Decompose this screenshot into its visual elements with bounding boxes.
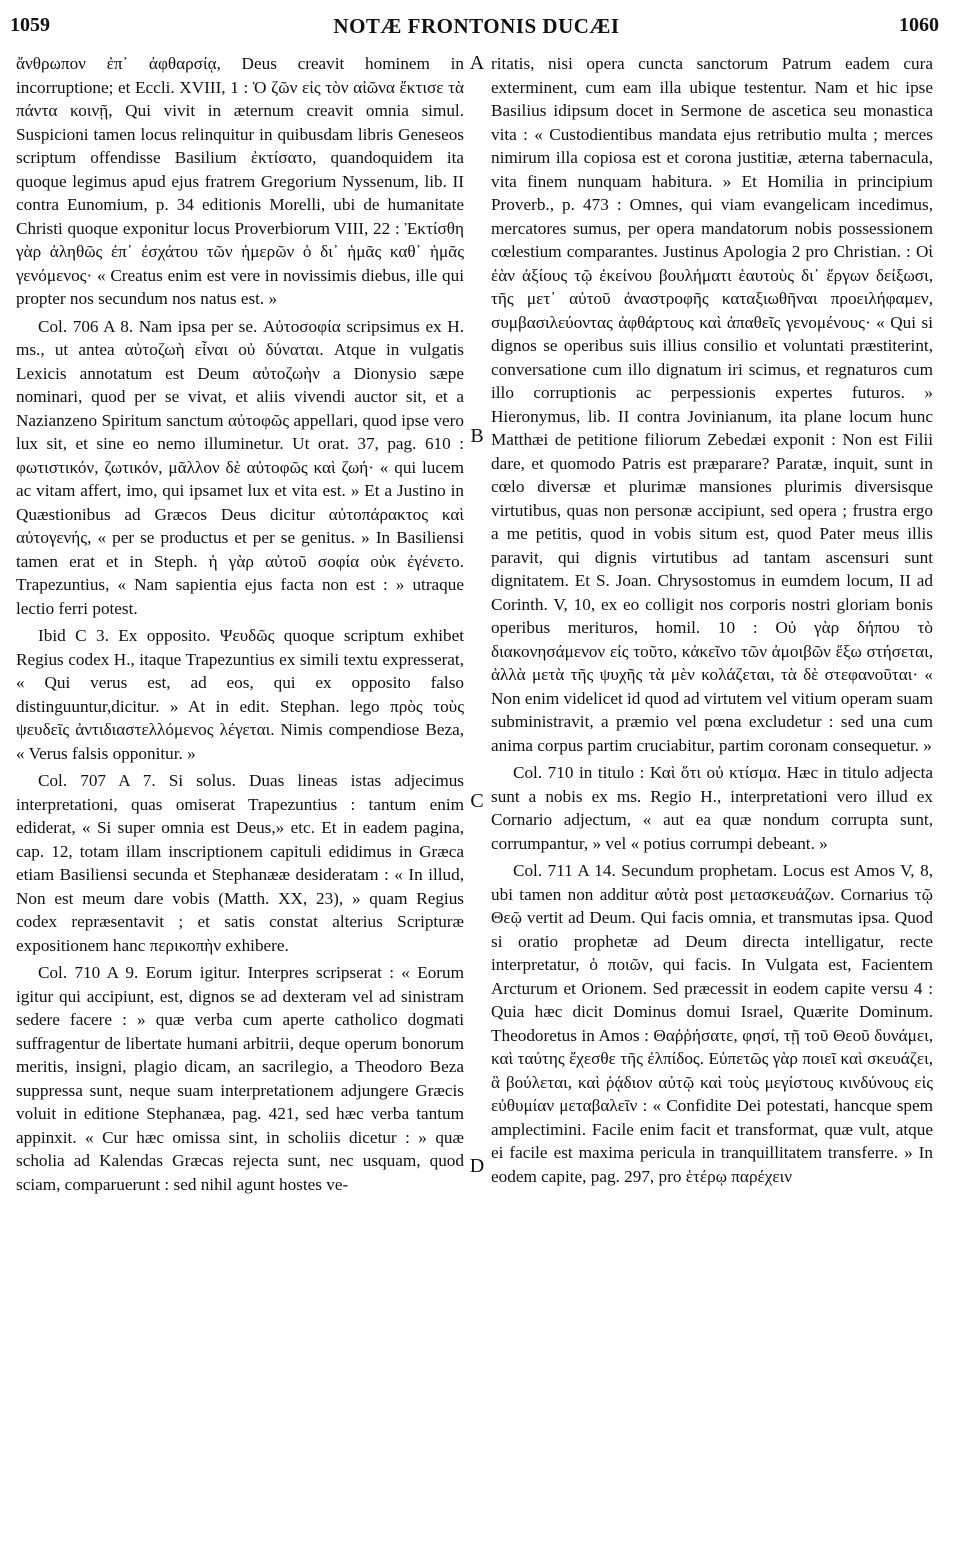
running-title: NOTÆ FRONTONIS DUCÆI xyxy=(333,14,620,38)
section-marker-b: B xyxy=(470,425,484,447)
right-column xyxy=(491,52,933,1192)
paragraph: Col. 711 A 14. Secundum prophetam. Locus est Amos V, 8, ubi tamen non additur αὐτὰ post μετασκευάζων. Cornarius τῷ Θεῷ vertit ad Deum. Qui facis omnia, et transmutas ipsa. Quod si oratio prophetæ ad Deum directa intelligatur, recte interpretatur, ὁ ποιῶν, qui facis. In Vulgata est, Facientem Arcturum et Orionem. Sed præcessit in eodem capite versu 4 : Quia hæc dicit Dominus domui Israel, Quærite Dominum. Theodoretus in Amos : Θαῤῥήσατε, φησί, τῇ τοῦ Θεοῦ δυνάμει, καὶ ταύτης ἔχεσθε τῆς ἐλπίδος. Εὐπετῶς γὰρ ποιεῖ καὶ σκευάζει, ἃ βούλεται, καὶ ῥᾴδιον αὐτῷ καὶ τοὺς μεγίστους κινδύνους εἰς εὐθυμίαν μεταβαλεῖν : « Confidite Dei potestati, hancque spem amplectimini. Facile enim facit et transformat, quæ vult, atque ei facile est maxima pericula in tranquillitatem transferre. » In eodem capite, pag. 297, pro ἑτέρῳ παρέχειν xyxy=(491,861,933,1186)
page-number-right: 1060 xyxy=(899,14,939,36)
paragraph: Col. 707 A 7. Si solus. Duas lineas istas adjecimus interpretationi, quas omiserat Trapezuntius : tantum enim ediderat, « Si super omnia est Deus,» etc. Et in eadem pagina, cap. 12, totam illam inscriptionem capituli edidimus in Græca etiam Basiliensi secunda et Stephanææ desideratam : « In illud, Non est meum dare vobis (Matth. XX, 23), » quam Regius codex repræsentavit ; et satis constat alterius Scripturæ expositionem hanc περικοπὴν exhibere. xyxy=(16,771,464,955)
paragraph: Col. 710 A 9. Eorum igitur. Interpres scripserat : « Eorum igitur qui accipiunt, est, dignos se ad dexteram vel ad sinistram sedere facere : » quæ verba cum aperte catholico dogmati suffragentur de libertate humani arbitrii, deque operum bonorum meritis, insigni, plagio dicam, an sacrilegio, a Theodoro Beza suppressa sunt, neque suam interpretationem adjungere Græcis voluit in editione Stephanæa, pag. 421, sed hæc verba tantum appinxit. « Cur hæc omissa sint, in scholiis dicetur : » quæ scholia ad Kalendas Græcas rejecta sunt, nec usquam, quod sciam, comparuerunt : sed nihil agunt hostes ve- xyxy=(16,963,464,1194)
paragraph: Ibid C 3. Ex opposito. Ψευδῶς quoque scriptum exhibet Regius codex H., itaque Trapezuntius ex simili textu expresserat, « Qui verus est, ad eos, qui ex opposito falso distinguuntur,dicitur. » At in edit. Stephan. lego πρὸς τοὺς ψευδεῖς ἀντιδιαστελλόμενος λέγεται. Nimis compendiose Beza, « Verus falsis opponitur. » xyxy=(16,626,464,763)
paragraph: ritatis, nisi opera cuncta sanctorum Patrum eadem cura exterminent, cum eam illa ubique testentur. Nam et hic ipse Basilius idipsum docet in Sermone de ascetica seu monastica vita : « Custodientibus mandata ejus retributio multa ; merces nimirum illa copiosa est et corona justitiæ, æterna tabernacula, vita finem nunquam habitura. » Et Homilia in principium Proverb., p. 473 : Omnes, qui viam evangelicam incedimus, mercatores sumus, per opera mandatorum nobis possessionem cœlestium comparantes. Justinus Apologia 2 pro Christian. : Οἱ ἐὰν ἀξίους τῷ ἐκείνου βουλήματι ἑαυτοὺς δι᾽ ἔργων δείξωσι, τῆς μετ᾽ αὐτοῦ ἀναστροφῆς καταξιωθῆναι προειλήφαμεν, συμβασιλεύοντας ἀφθάρτους καὶ ἀπαθεῖς γενομένους· « Qui si dignos se operibus suis illius consilio et voluntati præstiterint, conversatione cum illo dignatum iri scimus, et regnaturos cum illo corruptionis ac perpessionis expertes futuros. » Hieronymus, lib. II contra Jovinianum, ita plane locum hunc Matthæi de petitione filiorum Zebedæi exponit : Non est Filii dare, et quomodo Patris est præparare? Paratæ, inquit, sunt in cœlo diversæ et plurimæ mansiones plurimis diversisque virtutibus, quas non personæ accipiunt, sed opera ; frustra ergo a me petitis, quod in vobis situm est, quod Pater meus illis paravit, qui dignis virtutibus ad tantam ascensuri sunt dignitatem. Et S. Joan. Chrysostomus in eumdem locum, II ad Corinth. V, 10, ex eo colligit nos corporis nostri gloriam bonis operibus merituros, homil. 10 : Οὐ γὰρ δήπου τὸ διακονησάμενον εἰς τοῦτο, κἀκεῖνο τῶν ἀμοιβῶν ἔξω στήσεται, ἀλλὰ μετὰ τῆς ψυχῆς τὰ μὲν κολάζεται, τὰ δὲ στεφανοῦται· « Non enim videlicet id quod ad virtutem vel vitium operam suam subministravit, a præmio vel pœna excludetur : sed una cum anima corpus partim cruciabitur, partim coronam consequetur. » xyxy=(491,54,934,755)
paragraph: Col. 710 in titulo : Καὶ ὅτι οὐ κτίσμα. Hæc in titulo adjecta sunt a nobis ex ms. Regio H., interpretationi vero illud ex Cornario adjectum, « aut ea quæ nondum corrupta sunt, corrumpantur, » vel « potius corrumpi debeant. » xyxy=(491,763,933,853)
section-marker-c: C xyxy=(470,790,484,812)
left-column xyxy=(16,52,464,1200)
page-number-left: 1059 xyxy=(10,14,50,36)
section-marker-d: D xyxy=(469,1155,485,1177)
paragraph: Col. 706 A 8. Nam ipsa per se. Αὐτοσοφία scripsimus ex H. ms., ut antea αὐτοζωὴ εἶναι οὐ δύναται. Atque in vulgatis Lexicis annotatum est Deum αὐτοζωὴν a Dionysio sæpe nominari, quod per se vivat, et aliis vivendi auctor sit, et a Nazianzeno Spiritum sanctum αὐτοφῶς appellari, quod ipse vero lux sit, et sine eo nemo illuminetur. Ut orat. 37, pag. 610 : φωτιστικόν, ζωτικόν, μᾶλλον δὲ αὐτοφῶς καὶ ζωή· « qui lucem ac vitam affert, imo, qui ipsamet lux et vita est. » Et a Justino in Quæstionibus ad Græcos Deus dicitur αὐτοπάρακτος καὶ αὐτογενής, « per se productus et per se genitus. » In Basiliensi tamen erat et in Steph. ἡ γὰρ αὐτοῦ σοφία οὐκ ἐγένετο. Trapezuntius, « Nam sapientia ejus facta non est : » utraque lectio ferri potest. xyxy=(16,316,464,618)
page-header xyxy=(10,14,943,42)
paragraph: ἄνθρωπον ἐπ᾽ ἀφθαρσίᾳ, Deus creavit hominem in incorruptione; et Eccli. XVIII, 1 : Ὁ ζῶν εἰς τὸν αἰῶνα ἔκτισε τὰ πάντα κοινῇ, Qui vivit in æternum creavit omnia simul. Suspicioni tamen locus relinquitur in quibusdam libris Geneseos scriptum offendisse Basilium ἐκτίσατο, quandoquidem ita quoque legimus apud ejus fratrem Gregorium Nyssenum, lib. II contra Eunomium, p. 34 editionis Morelli, ubi de humanitate Christi quoque exponitur locus Proverbiorum VIII, 22 : Ἐκτίσθη γὰρ ἀληθῶς ἐπ᾽ ἐσχάτου τῶν ἡμερῶν ὁ δι᾽ ἡμᾶς καθ᾽ ἡμᾶς γενόμενος· « Creatus enim est vere in novissimis diebus, ille qui propter nos secundum nos natus est. » xyxy=(16,54,464,308)
section-marker-a: A xyxy=(469,52,485,74)
